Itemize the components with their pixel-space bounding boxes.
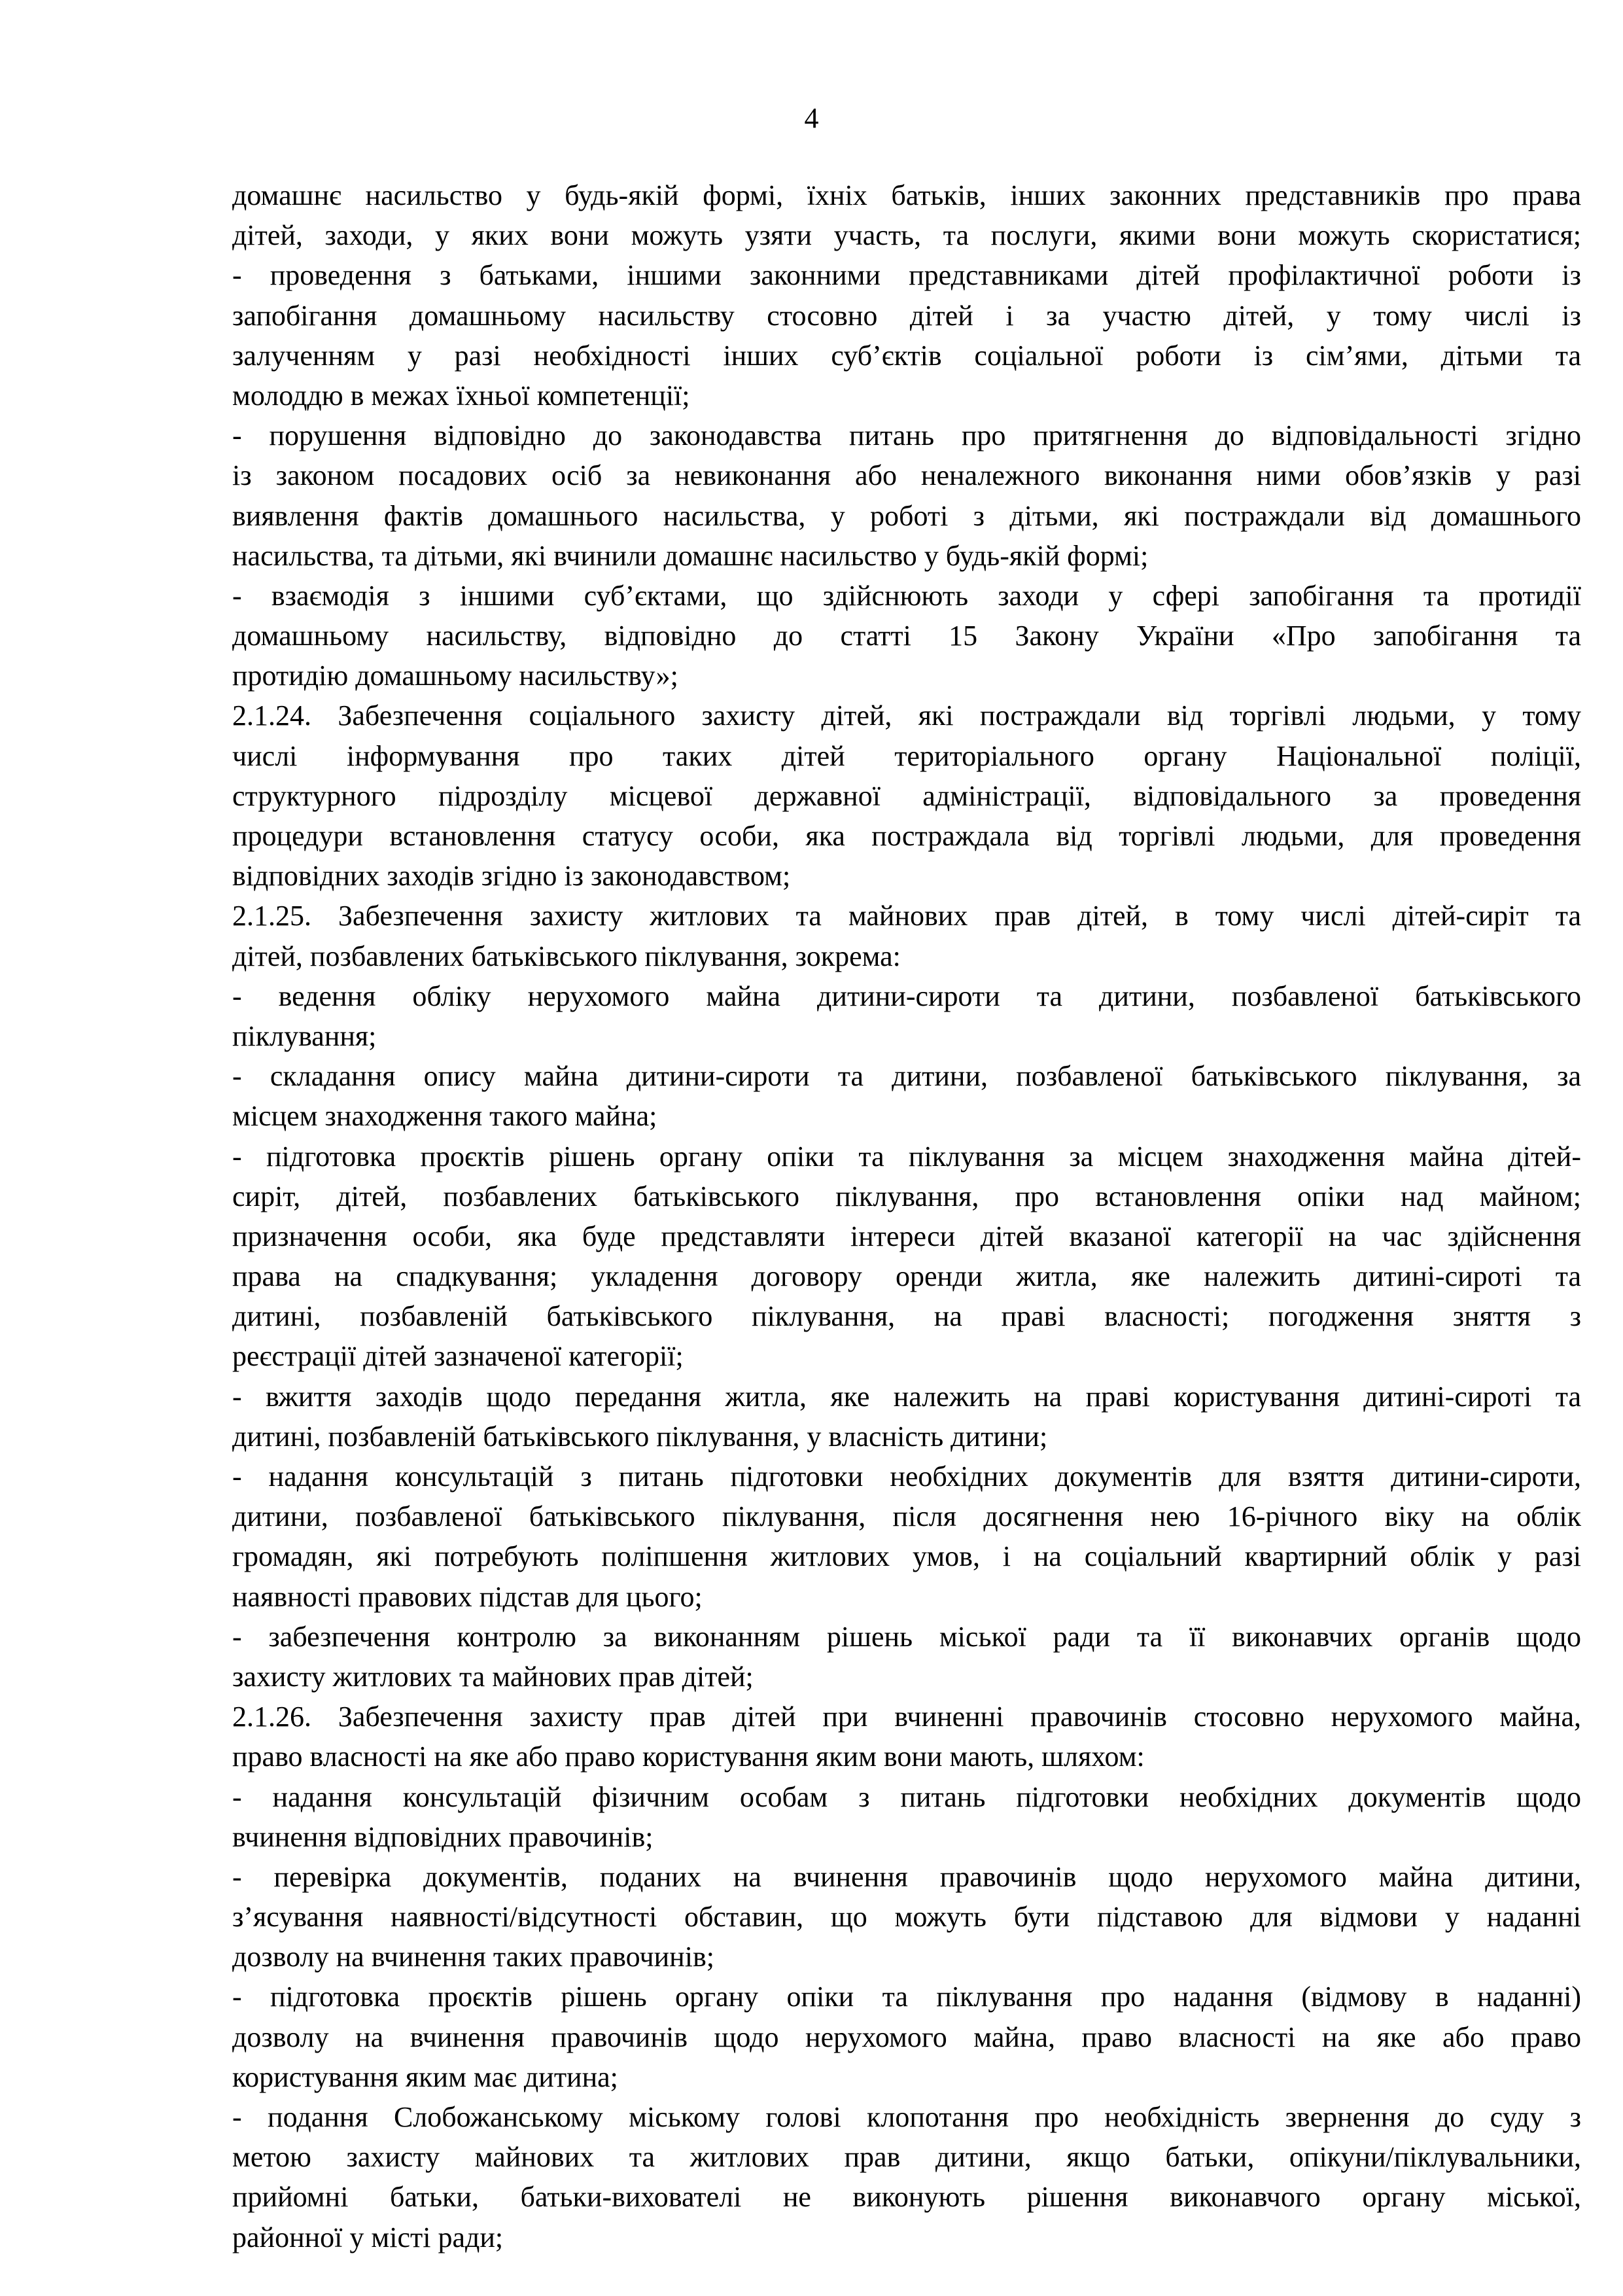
text-line: призначення особи, яка буде представляти інтереси дітей вказаної категорії на час здійснення	[232, 1220, 1581, 1252]
document-body	[232, 175, 1581, 2257]
text-line: - ведення обліку нерухомого майна дитини-сироти та дитини, позбавленої батьківського	[232, 980, 1581, 1012]
text-line: дітей, заходи, у яких вони можуть узяти участь, та послуги, якими вони можуть скористатися;	[232, 219, 1581, 252]
text-line: домашньому насильству, відповідно до статті 15 Закону України «Про запобігання та	[232, 620, 1581, 652]
text-line: 2.1.26. Забезпечення захисту прав дітей при вчиненні правочинів стосовно нерухомого майна,	[232, 1701, 1581, 1733]
text-line: домашнє насильство у будь-якій формі, їхніх батьків, інших законних представників про права	[232, 179, 1581, 211]
text-line: - подання Слобожанському міському голові клопотання про необхідність звернення до суду з	[232, 2101, 1581, 2133]
text-line: дитини, позбавленої батьківського піклування, після досягнення нею 16-річного віку на облік	[232, 1500, 1581, 1533]
text-line: вчинення відповідних правочинів;	[232, 1820, 654, 1853]
text-line: піклування;	[232, 1019, 377, 1052]
text-line: дозволу на вчинення правочинів щодо нерухомого майна, право власності на яке або право	[232, 2021, 1581, 2053]
text-line: користування яким має дитина;	[232, 2060, 618, 2093]
text-line: метою захисту майнових та житлових прав дитини, якщо батьки, опікуни/піклувальники,	[232, 2141, 1581, 2174]
text-line: право власності на яке або право користування яким вони мають, шляхом:	[232, 1740, 1145, 1773]
text-line: протидію домашньому насильству»;	[232, 660, 678, 692]
text-line: насильства, та дітьми, які вчинили домашнє насильство у будь-якій формі;	[232, 539, 1149, 572]
text-line: числі інформування про таких дітей територіального органу Національної поліції,	[232, 739, 1581, 772]
text-line: - перевірка документів, поданих на вчинення правочинів щодо нерухомого майна дитини,	[232, 1860, 1581, 1893]
text-line: процедури встановлення статусу особи, яка постраждала від торгівлі людьми, для проведення	[232, 820, 1581, 852]
text-line: прийомні батьки, батьки-вихователі не виконують рішення виконавчого органу міської,	[232, 2181, 1581, 2214]
text-line: з’ясування наявності/відсутності обставин, що можуть бути підставою для відмови у наданні	[232, 1901, 1581, 1934]
text-line: дитині, позбавленій батьківського піклування, на праві власності; погодження зняття з	[232, 1300, 1581, 1333]
text-line: дитині, позбавленій батьківського піклування, у власність дитини;	[232, 1420, 1048, 1453]
text-line: 2.1.24. Забезпечення соціального захисту дітей, які постраждали від торгівлі людьми, у тому	[232, 699, 1581, 732]
text-line: - надання консультацій фізичним особам з питань підготовки необхідних документів щодо	[232, 1780, 1581, 1813]
text-line: - вжиття заходів щодо передання житла, яке належить на праві користування дитині-сироті та	[232, 1380, 1581, 1413]
text-line: права на спадкування; укладення договору оренди житла, яке належить дитині-сироті та	[232, 1260, 1581, 1293]
text-line: - складання опису майна дитини-сироти та дитини, позбавленої батьківського піклування, за	[232, 1060, 1581, 1093]
text-line: дітей, позбавлених батьківського піклування, зокрема:	[232, 940, 901, 972]
text-line: структурного підрозділу місцевої державної адміністрації, відповідального за проведення	[232, 779, 1581, 812]
text-line: наявності правових підстав для цього;	[232, 1580, 703, 1613]
text-line: реєстрації дітей зазначеної категорії;	[232, 1340, 684, 1373]
text-line: запобігання домашньому насильству стосовно дітей і за участю дітей, у тому числі із	[232, 299, 1581, 332]
text-line: громадян, які потребують поліпшення житлових умов, і на соціальний квартирний облік у разі	[232, 1540, 1581, 1573]
text-line: районної у місті ради;	[232, 2221, 504, 2253]
text-line: відповідних заходів згідно із законодавством;	[232, 860, 791, 892]
text-line: 2.1.25. Забезпечення захисту житлових та майнових прав дітей, в тому числі дітей-сиріт та	[232, 900, 1581, 932]
text-line: - підготовка проєктів рішень органу опіки та піклування про надання (відмову в наданні)	[232, 1981, 1581, 2013]
text-line: - підготовка проєктів рішень органу опіки та піклування за місцем знаходження майна дітей-	[232, 1140, 1581, 1173]
text-line: виявлення фактів домашнього насильства, у роботі з дітьми, які постраждали від домашнього	[232, 499, 1581, 532]
text-line: сиріт, дітей, позбавлених батьківського піклування, про встановлення опіки над майном;	[232, 1180, 1581, 1212]
text-line: місцем знаходження такого майна;	[232, 1100, 657, 1133]
text-line: - забезпечення контролю за виконанням рішень міської ради та її виконавчих органів щодо	[232, 1620, 1581, 1653]
text-line: - проведення з батьками, іншими законними представниками дітей профілактичної роботи із	[232, 259, 1581, 292]
text-line: - надання консультацій з питань підготовки необхідних документів для взяття дитини-сироти,	[232, 1460, 1581, 1492]
text-line: - взаємодія з іншими суб’єктами, що здійснюють заходи у сфері запобігання та протидії	[232, 579, 1581, 612]
text-line: захисту житлових та майнових прав дітей;	[232, 1660, 754, 1693]
text-line: із законом посадових осіб за невиконання або неналежного виконання ними обов’язків у разі	[232, 459, 1581, 492]
page-number: 4	[804, 102, 819, 134]
text-line: дозволу на вчинення таких правочинів;	[232, 1941, 714, 1973]
text-line: залученням у разі необхідності інших суб’єктів соціальної роботи із сім’ями, дітьми та	[232, 339, 1581, 372]
text-line: молоддю в межах їхньої компетенції;	[232, 379, 690, 412]
text-line: - порушення відповідно до законодавства питань про притягнення до відповідальності згідно	[232, 419, 1581, 452]
